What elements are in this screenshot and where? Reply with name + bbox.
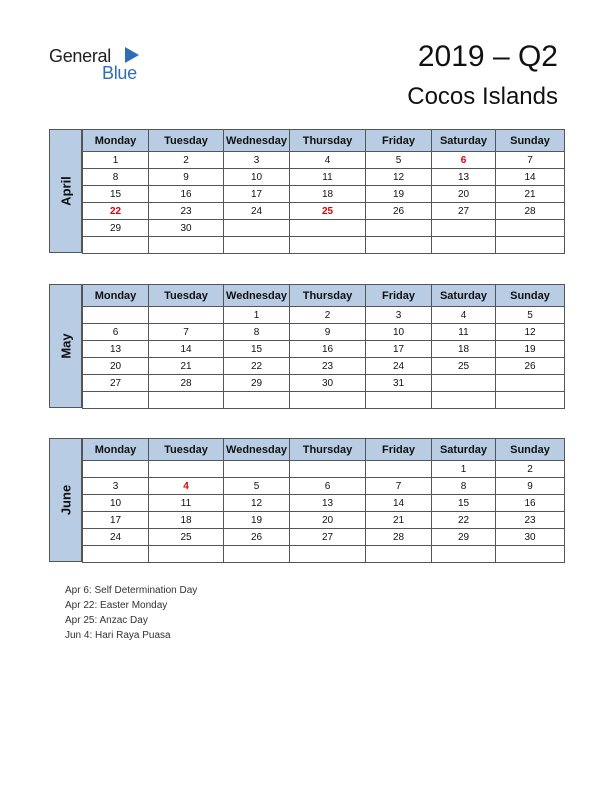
day-cell: 14 — [496, 169, 565, 186]
day-cell: 22 — [83, 203, 149, 220]
day-cell: 11 — [149, 495, 224, 512]
day-cell: 23 — [290, 358, 366, 375]
week-row — [83, 392, 565, 409]
week-row — [83, 375, 565, 392]
day-cell: 24 — [224, 203, 290, 220]
day-cell: 5 — [496, 307, 565, 324]
day-cell — [224, 220, 290, 237]
day-cell: 3 — [366, 307, 432, 324]
day-cell — [366, 220, 432, 237]
day-cell: 20 — [290, 512, 366, 529]
day-cell: 26 — [496, 358, 565, 375]
day-cell: 22 — [432, 512, 496, 529]
weekday-header: Wednesday — [224, 285, 290, 307]
week-row — [83, 529, 565, 546]
week-row — [83, 512, 565, 529]
week-row — [83, 307, 565, 324]
day-cell: 25 — [290, 203, 366, 220]
calendar-grid — [82, 129, 565, 254]
day-cell: 9 — [290, 324, 366, 341]
weekday-header: Saturday — [432, 285, 496, 307]
day-cell: 21 — [496, 186, 565, 203]
day-cell: 3 — [224, 152, 290, 169]
weekday-header: Monday — [83, 130, 149, 152]
day-cell: 18 — [432, 341, 496, 358]
week-row — [83, 152, 565, 169]
day-cell: 7 — [496, 152, 565, 169]
day-cell: 1 — [432, 461, 496, 478]
day-cell — [83, 237, 149, 254]
day-cell: 15 — [83, 186, 149, 203]
weekday-header: Wednesday — [224, 130, 290, 152]
weekday-header: Monday — [83, 439, 149, 461]
week-row — [83, 358, 565, 375]
day-cell — [496, 237, 565, 254]
month-name: April — [58, 176, 73, 206]
day-cell: 14 — [149, 341, 224, 358]
week-row — [83, 203, 565, 220]
day-cell — [149, 307, 224, 324]
day-cell — [290, 461, 366, 478]
logo-blue-text: Blue — [102, 63, 137, 83]
day-cell — [224, 237, 290, 254]
page-title: 2019 – Q2 — [417, 40, 558, 73]
logo-general-text: General — [49, 46, 111, 66]
day-cell — [149, 546, 224, 563]
logo — [49, 44, 149, 84]
day-cell — [83, 307, 149, 324]
day-cell: 8 — [432, 478, 496, 495]
day-cell: 2 — [290, 307, 366, 324]
day-cell: 21 — [366, 512, 432, 529]
day-cell — [432, 546, 496, 563]
weekday-header: Tuesday — [149, 439, 224, 461]
day-cell: 14 — [366, 495, 432, 512]
day-cell: 23 — [149, 203, 224, 220]
day-cell — [290, 392, 366, 409]
holiday-note: Apr 22: Easter Monday — [65, 600, 168, 611]
day-cell: 3 — [83, 478, 149, 495]
day-cell — [83, 461, 149, 478]
day-cell — [224, 461, 290, 478]
day-cell — [83, 392, 149, 409]
day-cell: 7 — [149, 324, 224, 341]
day-cell: 10 — [83, 495, 149, 512]
day-cell: 13 — [432, 169, 496, 186]
day-cell: 29 — [432, 529, 496, 546]
weekday-header: Sunday — [496, 439, 565, 461]
day-cell: 27 — [83, 375, 149, 392]
holiday-note: Apr 6: Self Determination Day — [65, 585, 198, 596]
day-cell: 17 — [366, 341, 432, 358]
weekday-header: Wednesday — [224, 439, 290, 461]
day-cell — [366, 237, 432, 254]
day-cell — [149, 461, 224, 478]
week-row — [83, 461, 565, 478]
day-cell — [149, 392, 224, 409]
day-cell: 1 — [83, 152, 149, 169]
day-cell: 9 — [496, 478, 565, 495]
day-cell: 18 — [149, 512, 224, 529]
page-subtitle: Cocos Islands — [407, 83, 558, 110]
month-label-bar — [49, 438, 82, 562]
weekday-header: Sunday — [496, 130, 565, 152]
day-cell: 16 — [496, 495, 565, 512]
day-cell — [432, 220, 496, 237]
day-cell: 6 — [83, 324, 149, 341]
week-row — [83, 495, 565, 512]
weekday-header: Friday — [366, 439, 432, 461]
logo-triangle-icon — [125, 47, 139, 63]
day-cell: 17 — [224, 186, 290, 203]
day-cell — [496, 392, 565, 409]
week-row — [83, 341, 565, 358]
day-cell — [496, 375, 565, 392]
day-cell: 28 — [366, 529, 432, 546]
day-cell — [224, 392, 290, 409]
day-cell: 30 — [496, 529, 565, 546]
month-name: May — [58, 333, 73, 359]
day-cell: 16 — [290, 341, 366, 358]
weekday-header: Tuesday — [149, 285, 224, 307]
week-row — [83, 546, 565, 563]
day-cell: 25 — [149, 529, 224, 546]
day-cell: 6 — [432, 152, 496, 169]
day-cell — [366, 461, 432, 478]
weekday-header: Thursday — [290, 130, 366, 152]
day-cell: 13 — [83, 341, 149, 358]
weekday-header: Sunday — [496, 285, 565, 307]
day-cell: 9 — [149, 169, 224, 186]
day-cell: 13 — [290, 495, 366, 512]
day-cell: 16 — [149, 186, 224, 203]
weekday-header: Friday — [366, 285, 432, 307]
week-row — [83, 324, 565, 341]
day-cell: 31 — [366, 375, 432, 392]
month-label-bar — [49, 129, 82, 253]
day-cell: 4 — [290, 152, 366, 169]
week-row — [83, 237, 565, 254]
day-cell: 27 — [432, 203, 496, 220]
day-cell: 2 — [496, 461, 565, 478]
day-cell: 11 — [432, 324, 496, 341]
day-cell — [290, 220, 366, 237]
day-cell: 8 — [224, 324, 290, 341]
weekday-header: Saturday — [432, 439, 496, 461]
weekday-header: Thursday — [290, 285, 366, 307]
day-cell: 24 — [83, 529, 149, 546]
week-row — [83, 169, 565, 186]
day-cell: 30 — [290, 375, 366, 392]
day-cell: 2 — [149, 152, 224, 169]
day-cell: 29 — [224, 375, 290, 392]
day-cell: 26 — [224, 529, 290, 546]
day-cell: 15 — [224, 341, 290, 358]
day-cell: 21 — [149, 358, 224, 375]
day-cell: 12 — [224, 495, 290, 512]
day-cell: 4 — [149, 478, 224, 495]
day-cell — [432, 392, 496, 409]
month-block-2 — [49, 438, 564, 562]
day-cell: 20 — [83, 358, 149, 375]
day-cell — [149, 237, 224, 254]
day-cell: 17 — [83, 512, 149, 529]
day-cell: 10 — [366, 324, 432, 341]
day-cell: 4 — [432, 307, 496, 324]
month-name: June — [58, 484, 73, 516]
day-cell: 12 — [366, 169, 432, 186]
calendar-grid — [82, 284, 565, 409]
weekday-header: Tuesday — [149, 130, 224, 152]
weekday-header: Monday — [83, 285, 149, 307]
day-cell — [496, 546, 565, 563]
weekday-header: Saturday — [432, 130, 496, 152]
day-cell — [83, 546, 149, 563]
day-cell — [432, 375, 496, 392]
day-cell: 5 — [224, 478, 290, 495]
holiday-note: Apr 25: Anzac Day — [65, 615, 148, 626]
day-cell: 19 — [496, 341, 565, 358]
month-block-1 — [49, 284, 564, 408]
day-cell: 12 — [496, 324, 565, 341]
month-label-bar — [49, 284, 82, 408]
day-cell: 19 — [224, 512, 290, 529]
holiday-notes — [65, 583, 197, 643]
day-cell — [432, 237, 496, 254]
day-cell: 18 — [290, 186, 366, 203]
holiday-note: Jun 4: Hari Raya Puasa — [65, 630, 171, 641]
day-cell: 20 — [432, 186, 496, 203]
day-cell: 7 — [366, 478, 432, 495]
day-cell: 28 — [496, 203, 565, 220]
day-cell: 30 — [149, 220, 224, 237]
day-cell: 10 — [224, 169, 290, 186]
day-cell: 19 — [366, 186, 432, 203]
day-cell: 8 — [83, 169, 149, 186]
day-cell: 6 — [290, 478, 366, 495]
day-cell — [366, 392, 432, 409]
day-cell: 29 — [83, 220, 149, 237]
weekday-header: Thursday — [290, 439, 366, 461]
day-cell: 23 — [496, 512, 565, 529]
day-cell — [290, 546, 366, 563]
weekday-header: Friday — [366, 130, 432, 152]
day-cell: 25 — [432, 358, 496, 375]
day-cell: 28 — [149, 375, 224, 392]
month-block-0 — [49, 129, 564, 253]
day-cell: 5 — [366, 152, 432, 169]
day-cell — [290, 237, 366, 254]
day-cell: 24 — [366, 358, 432, 375]
day-cell — [366, 546, 432, 563]
week-row — [83, 220, 565, 237]
week-row — [83, 478, 565, 495]
week-row — [83, 186, 565, 203]
day-cell — [496, 220, 565, 237]
day-cell: 26 — [366, 203, 432, 220]
day-cell — [224, 546, 290, 563]
calendar-grid — [82, 438, 565, 563]
day-cell: 22 — [224, 358, 290, 375]
day-cell: 27 — [290, 529, 366, 546]
day-cell: 15 — [432, 495, 496, 512]
day-cell: 1 — [224, 307, 290, 324]
day-cell: 11 — [290, 169, 366, 186]
